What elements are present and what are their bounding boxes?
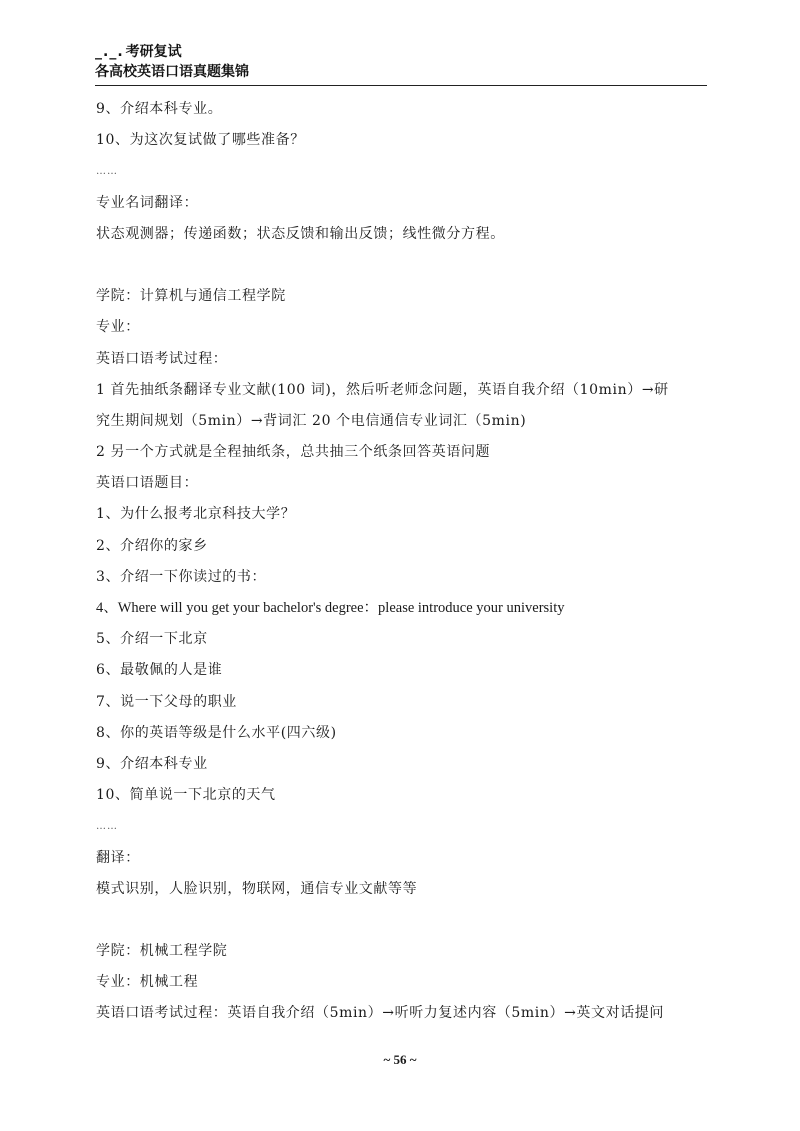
section-label: 翻译： (96, 849, 140, 866)
header-title-text: 考研复试 (125, 44, 182, 60)
text-line: 2 另一个方式就是全程抽纸条，总共抽三个纸条回答英语问题 (96, 444, 491, 461)
question-item: 7、说一下父母的职业 (96, 693, 237, 710)
college-label: 学院：计算机与通信工程学院 (96, 288, 286, 305)
header-subtitle: 各高校英语口语真题集锦 (95, 64, 249, 80)
header-title (95, 42, 707, 62)
document-body (96, 94, 716, 1030)
text-line: 1 首先抽纸条翻译专业文献(100 词)，然后听老师念问题，英语自我介绍（10min）→研 (96, 381, 669, 398)
text-line: 英语口语考试过程：英语自我介绍（5min）→听听力复述内容（5min）→英文对话提问 (96, 1005, 665, 1022)
question-item: 8、你的英语等级是什么水平(四六级) (96, 724, 337, 741)
question-item: 10、简单说一下北京的天气 (96, 787, 276, 804)
question-item: 2、介绍你的家乡 (96, 537, 208, 554)
text-line: 究生期间规划（5min）→背词汇 20 个电信通信专业词汇（5min) (96, 412, 527, 429)
blank-line (96, 905, 716, 936)
ellipsis-line: …… (96, 166, 118, 178)
question-item: 3、介绍一下你读过的书： (96, 568, 267, 585)
page-number: ~ 56 ~ (383, 1052, 417, 1067)
section-label: 英语口语题目： (96, 475, 199, 492)
text-line: 模式识别，人脸识别，物联网，通信专业文献等等 (96, 880, 418, 897)
ellipsis-line: …… (96, 821, 118, 833)
text-line: 9、介绍本科专业。 (96, 101, 223, 117)
question-item: 1、为什么报考北京科技大学？ (96, 506, 296, 523)
section-label: 专业名词翻译： (96, 194, 199, 211)
blank-line (96, 250, 716, 281)
major-label: 专业： (96, 319, 140, 336)
question-item: 4、Where will you get your bachelor's degree：please introduce your university (96, 600, 565, 616)
question-item: 5、介绍一下北京 (96, 631, 208, 648)
text-line: 状态观测器；传递函数；状态反馈和输出反馈；线性微分方程。 (96, 225, 505, 242)
page-header (95, 42, 707, 86)
question-item: 9、介绍本科专业 (96, 755, 208, 772)
text-line: 10、为这次复试做了哪些准备？ (96, 132, 305, 149)
major-label: 专业：机械工程 (96, 974, 199, 991)
college-label: 学院：机械工程学院 (96, 943, 228, 960)
header-logo-mark: _._. (95, 44, 124, 60)
section-label: 英语口语考试过程： (96, 350, 228, 367)
question-item: 6、最敬佩的人是谁 (96, 662, 223, 679)
